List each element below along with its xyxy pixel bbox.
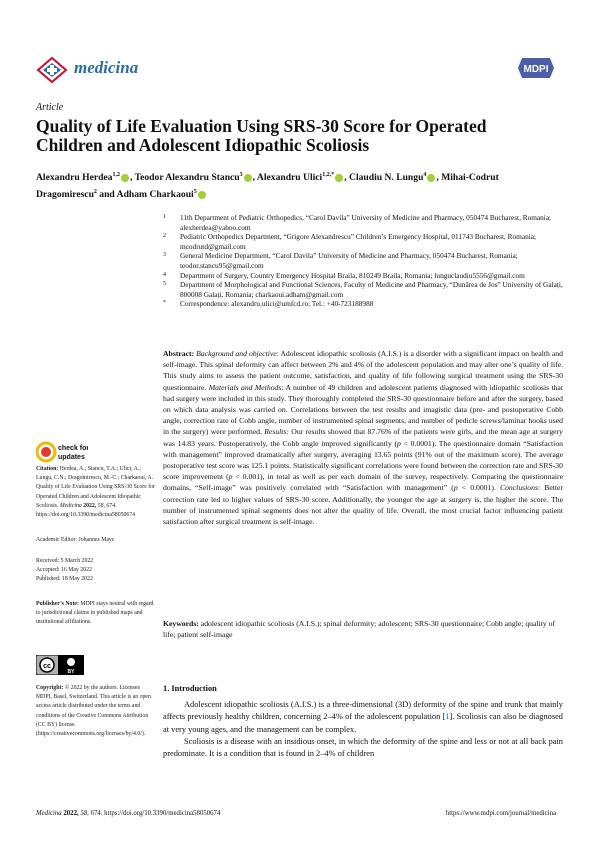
author-separator: , — [344, 172, 350, 184]
article-title: Quality of Life Evaluation Using SRS-30 Score for Operated Children and Adolescent Idiopathic Scoliosis — [36, 116, 487, 155]
affiliation-item — [163, 251, 563, 270]
affiliation-text: 11th Department of Pediatric Orthopedics, “Carol Davila” University of Medicine and Pharmacy, 050474 Bucharest, Romania; alexherdea@yahoo.com — [180, 213, 552, 232]
affiliation-item — [163, 299, 563, 309]
author-name[interactable]: Teodor Alexandru Stancu — [134, 172, 240, 184]
intro-paragraph-1: Adolescent idiopathic scoliosis (A.I.S.) is a three-dimensional (3D) deformity of the spine and trunk that mainly affects previously healthy children, concerning 2–4% of the adolescent population [1]. Scoliosis can also be diagnosed at very young ages, and the management can be complex. — [163, 700, 563, 734]
orcid-icon[interactable] — [427, 174, 435, 182]
svg-text:updates: updates — [58, 454, 85, 461]
section-heading-introduction: 1. Introduction — [163, 684, 217, 693]
author-affiliation-marker: 5 — [193, 189, 197, 196]
author-affiliation-marker: 3 — [239, 172, 243, 178]
author-separator: and — [96, 189, 117, 201]
author-affiliation-marker: 1,2,* — [322, 172, 335, 178]
svg-text:MDPI: MDPI — [523, 64, 549, 75]
article-type: Article — [36, 102, 64, 113]
mdpi-logo-icon — [516, 56, 556, 80]
affiliation-text: Correspondence: alexandru.ulici@umfcd.ro; Tel.: +40-723188988 — [180, 299, 374, 309]
author-separator: , — [129, 172, 135, 184]
author-affiliation-marker: 2 — [93, 189, 97, 196]
intro-paragraph-2: Scoliosis is a disease with an insidious onset, in which the deformity of the spine and less or not at all back pain predominate. It is a condition that is found in 2–4% of children — [163, 736, 563, 759]
author-affiliation-marker: 1,2 — [112, 172, 120, 178]
date-accepted: Accepted: 16 May 2022 — [36, 567, 92, 574]
orcid-icon[interactable] — [335, 174, 343, 182]
cc-by-license-badge[interactable] — [36, 655, 84, 675]
publisher-note: Publisher’s Note: MDPI stays neutral with regard to jurisdictional claims in published maps and institutional affiliations. — [36, 601, 154, 626]
author-name[interactable]: Claudiu N. Lungu — [349, 172, 424, 184]
affiliation-number: 5 — [163, 281, 166, 288]
svg-text:cc: cc — [43, 663, 51, 670]
affiliation-item — [163, 271, 563, 281]
by-icon — [67, 658, 75, 666]
affiliation-number: * — [163, 300, 166, 307]
medicina-logo-icon — [36, 56, 68, 84]
orcid-icon[interactable] — [244, 174, 252, 182]
affiliation-text: General Medicine Department, “Carol Davila” University of Medicine and Pharmacy, 050474 Bucharest, Romania; teodor.stancu95@gmail.com — [180, 251, 518, 270]
date-received: Received: 5 March 2022 — [36, 558, 94, 564]
journal-name[interactable]: medicina — [74, 58, 139, 77]
affiliations — [163, 213, 563, 309]
affiliation-number: 3 — [163, 252, 166, 259]
affiliation-number: 4 — [163, 271, 166, 278]
footer-citation: Medicina 2022, 58, 674. https://doi.org/10.3390/medicina58050674 — [36, 810, 221, 817]
author-name[interactable]: Mihai-Codrut Dragomirescu — [36, 172, 499, 201]
author-separator: , — [252, 172, 257, 184]
footer-journal-url[interactable]: https://www.mdpi.com/journal/medicina — [445, 810, 556, 817]
author-name[interactable]: Adham Charkaoui — [116, 189, 194, 201]
academic-editor: Academic Editor: Johannes Mayr — [36, 537, 114, 543]
svg-text:check for: check for — [58, 445, 88, 452]
affiliation-number: 2 — [163, 233, 166, 240]
orcid-icon[interactable] — [198, 191, 206, 199]
orcid-icon[interactable] — [121, 174, 129, 182]
citation-block: Citation: Herdea, A.; Stancu, T.A.; Ulici, A.; Lungu, C.N.; Dragomirescu, M.-C.; Charkaoui, A. Quality of Life Evaluation Using SRS-30 Score for Operated Children and Adolescent Idiopathic Scoliosis. Medicina 2022, 58, 674. https://doi.org/10.3390/medicina58050674 — [36, 466, 155, 519]
affiliation-number: 1 — [163, 214, 166, 220]
affiliation-text: Department of Morphological and Functional Sciences, Faculty of Medicine and Pharmacy, “Dunărea de Jos” University of Galați, 800008 Galați, Romania; charkaoui.adham@gmail.com — [180, 280, 563, 299]
introduction-body — [163, 699, 563, 760]
author-list — [36, 168, 556, 202]
svg-text:BY: BY — [67, 669, 75, 675]
affiliation-item — [163, 232, 563, 251]
copyright-block: Copyright: © 2022 by the authors. Licensee MDPI, Basel, Switzerland. This article is an open access article distributed under the terms and conditions of the Creative Commons Attribution (CC BY) license (https://creativecommons.org/licenses/by/4.0/). — [36, 685, 151, 738]
affiliation-item — [163, 280, 563, 299]
publication-dates — [36, 557, 156, 585]
author-separator: , — [436, 172, 442, 184]
affiliation-text: Department of Surgery, Country Emergency Hospital Braila, 810249 Braila, Romania; lunguclaudiu5556@gmail.com — [180, 270, 525, 280]
author-affiliation-marker: 4 — [423, 172, 427, 178]
reference-link[interactable]: 1 — [445, 712, 450, 722]
check-for-updates-badge[interactable] — [36, 440, 88, 464]
abstract: Abstract: Background and objective: Adolescent idiopathic scoliosis (A.I.S.) is a disorder with a significant impact on health and self-image. This spinal deformity can affect between 2% and 4% of the adolescent population and may alter one’s quality of life. This study aims to assess the patient outcome, satisfaction, and quality of life following surgical treatment using the SRS-30 questionnaire. Materials and Methods: A number of 49 children and adolescent patients diagnosed with idiopathic scoliosis that had surgery were included in this study. They thoroughly completed the SRS-30 questionnaire before and after the surgery, based on which data analysis was carried on. Correlations between the test results and imagistic data (pre- and postoperative Cobb angle, correction rate of Cobb angle, number of instrumented spinal segments, and number of pedicle screws/laminar hooks used in the surgery) were performed. Results: Our results showed that 87.76% of the patients were girls, and the mean age at surgery was 14.83 years. Postoperatively, the Cobb angle improved significantly (p < 0.0001). The questionnaire domain “Satisfaction with management” improved dramatically after surgery, averaging 13.65 points (91% out of the maximum score). The average postoperative test score was 125.1 points. Statistically significant correlations were found between the correction rate and SRS-30 score improvement (p < 0.001), in total as well as per each domain of the survey, respectively. Comparing the questionnaire domains, “Self-image” was positively correlated with “Satisfaction with management” (p < 0.0001). Conclusions: Better correction rate led to higher values of SRS-30 score. Additionally, the younger the age at surgery is, the higher the score. The number of instrumented spinal segments does not alter the quality of life. Overall, the most crucial factor influencing patient satisfaction after surgical treatment is self-image. — [163, 349, 564, 527]
citation-doi-link[interactable]: 674. https://doi.org/10.3390/medicina58050674 — [36, 502, 136, 519]
mdpi-logo[interactable] — [516, 56, 556, 80]
keywords: Keywords: adolescent idiopathic scoliosis (A.I.S.); spinal deformity; adolescent; SRS-30 questionnaire; Cobb angle; quality of life; patient self-image — [163, 619, 555, 640]
author-name[interactable]: Alexandru Herdea — [36, 172, 113, 184]
page-footer — [36, 810, 556, 817]
author-name[interactable]: Alexandru Ulici — [256, 172, 323, 184]
affiliation-text: Pediatric Orthopedics Department, “Grigore Alexandrescu” Children’s Emergency Hospital, 011743 Bucharest, Romania; mcodrutd@gmail.com — [180, 232, 537, 251]
affiliation-item — [163, 213, 563, 232]
date-published: Published: 18 May 2022 — [36, 576, 93, 583]
